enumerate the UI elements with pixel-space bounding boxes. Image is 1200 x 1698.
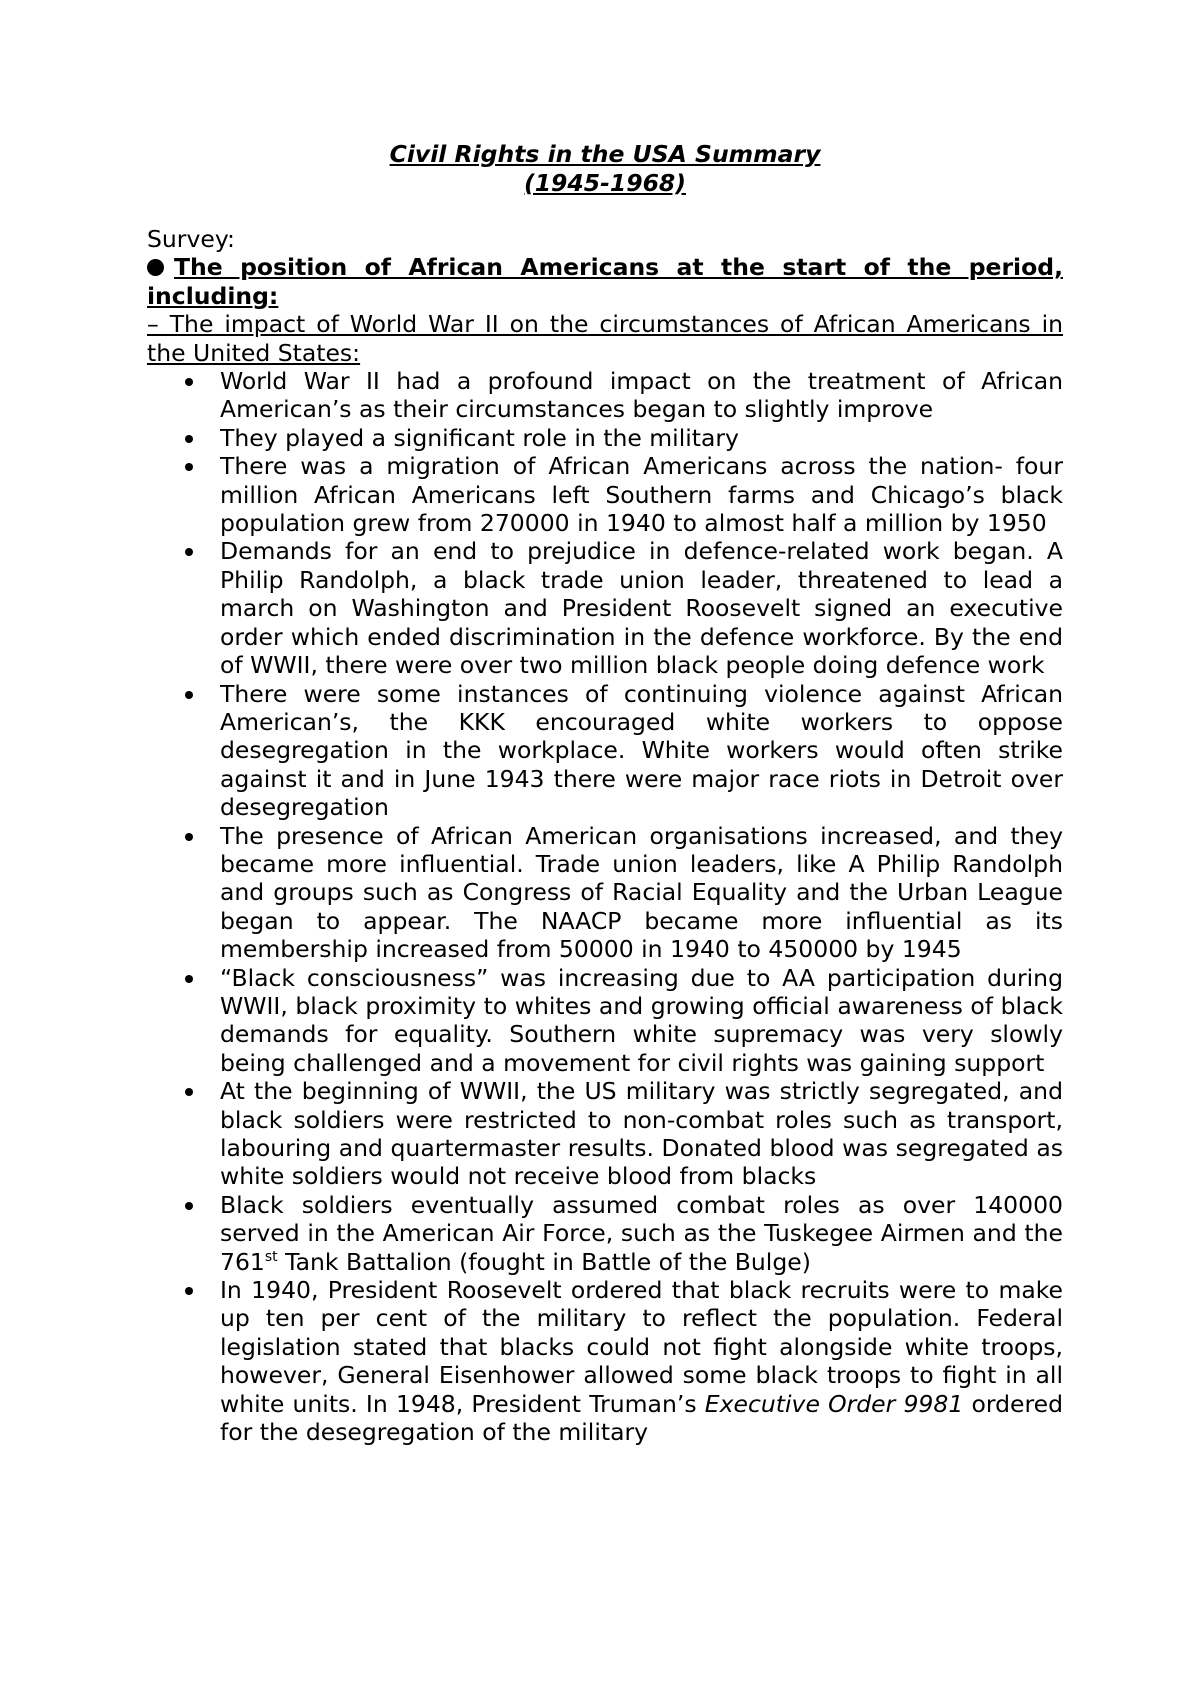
document-title-years: (1945-1968) [523, 168, 687, 197]
bullet-icon [185, 975, 193, 983]
superscript-st: st [264, 1248, 278, 1265]
section-subheading: – The impact of World War II on the circumstances of African Americans in the United States: [147, 310, 1063, 367]
list-item-text-end: ordered for the desegregation of the military [220, 1389, 1063, 1447]
list-item-text: Demands for an end to prejudice in defence-related work began. A Philip Randolph, a black trade union leader, threatened to lead a march on Washington and President Roosevelt signed an executive order which ended discrimination in the defence workforce. By the end of WWII, there were over two million black people doing defence work [220, 537, 1063, 680]
list-item-text-end: Tank Battalion (fought in Battle of the Bulge) [277, 1247, 811, 1276]
survey-label: Survey: [147, 225, 235, 253]
list-item-text: Black soldiers eventually assumed combat roles as over 140000 served in the American Air Force, such as the Tuskegee Airmen and the 761 [220, 1190, 1063, 1276]
list-item [147, 537, 1063, 679]
list-item [147, 1191, 1063, 1276]
list-item-text: “Black consciousness” was increasing due to AA participation during WWII, black proximity to whites and growing official awareness of black demands for equality. Southern white supremacy was very slowly being challenged and a movement for civil rights was gaining support [220, 963, 1063, 1077]
document-title: Civil Rights in the USA Summary [389, 140, 821, 168]
list-item [147, 964, 1063, 1078]
section-heading-text: The position of African Americans at the start of the period, including: [147, 253, 1063, 310]
list-item [147, 1077, 1063, 1191]
list-item-text: World War II had a profound impact on the treatment of African American’s as their circumstances began to slightly improve [220, 367, 1063, 424]
list-item-text: In 1940, President Roosevelt ordered that black recruits were to make up ten per cent of the military to reflect the population. Federal legislation stated that blacks could not fight alongside white troops, however, General Eisenhower allowed some black troops to fight in all white units. In 1948, President Truman’s [220, 1276, 1063, 1418]
filled-circle-bullet-icon [147, 259, 164, 276]
bullet-icon [185, 378, 193, 386]
list-item-text: There was a migration of African Americans across the nation- four million African Americans left Southern farms and Chicago’s black population grew from 270000 in 1940 to almost half a million by 1950 [220, 452, 1063, 538]
list-item [147, 367, 1063, 424]
bullet-icon [185, 548, 193, 556]
bullet-icon [185, 463, 193, 471]
section-heading [147, 253, 1063, 310]
bullet-icon [185, 1287, 193, 1295]
blank-line [147, 197, 1063, 225]
bullet-icon [185, 1088, 193, 1096]
bullet-icon [185, 1202, 193, 1210]
list-item-text: The presence of African American organisations increased, and they became more influential. Trade union leaders, like A Philip Randolph and groups such as Congress of Racial Equality and the Urban League began to appear. The NAACP became more influential as its membership increased from 50000 in 1940 to 450000 by 1945 [220, 821, 1063, 964]
executive-order-title: Executive Order 9981 [704, 1389, 964, 1418]
list-item-text: There were some instances of continuing violence against African American’s, the KKK encouraged white workers to oppose desegregation in the workplace. White workers would often strike against it and in June 1943 there were major race riots in Detroit over desegregation [220, 679, 1063, 822]
bullet-icon [185, 435, 193, 443]
bullet-icon [185, 833, 193, 841]
list-item-text: At the beginning of WWII, the US military was strictly segregated, and black soldiers were restricted to non-combat roles such as transport, labouring and quartermaster results. Donated blood was segregated as white soldiers would not receive blood from blacks [220, 1077, 1063, 1191]
list-item [147, 424, 1063, 452]
document-page [147, 140, 1063, 1446]
list-item-text: They played a significant role in the military [220, 423, 739, 452]
list-item [147, 452, 1063, 537]
list-item [147, 680, 1063, 822]
bullet-list [147, 367, 1063, 1446]
bullet-icon [185, 691, 193, 699]
list-item [147, 822, 1063, 964]
list-item [147, 1276, 1063, 1446]
